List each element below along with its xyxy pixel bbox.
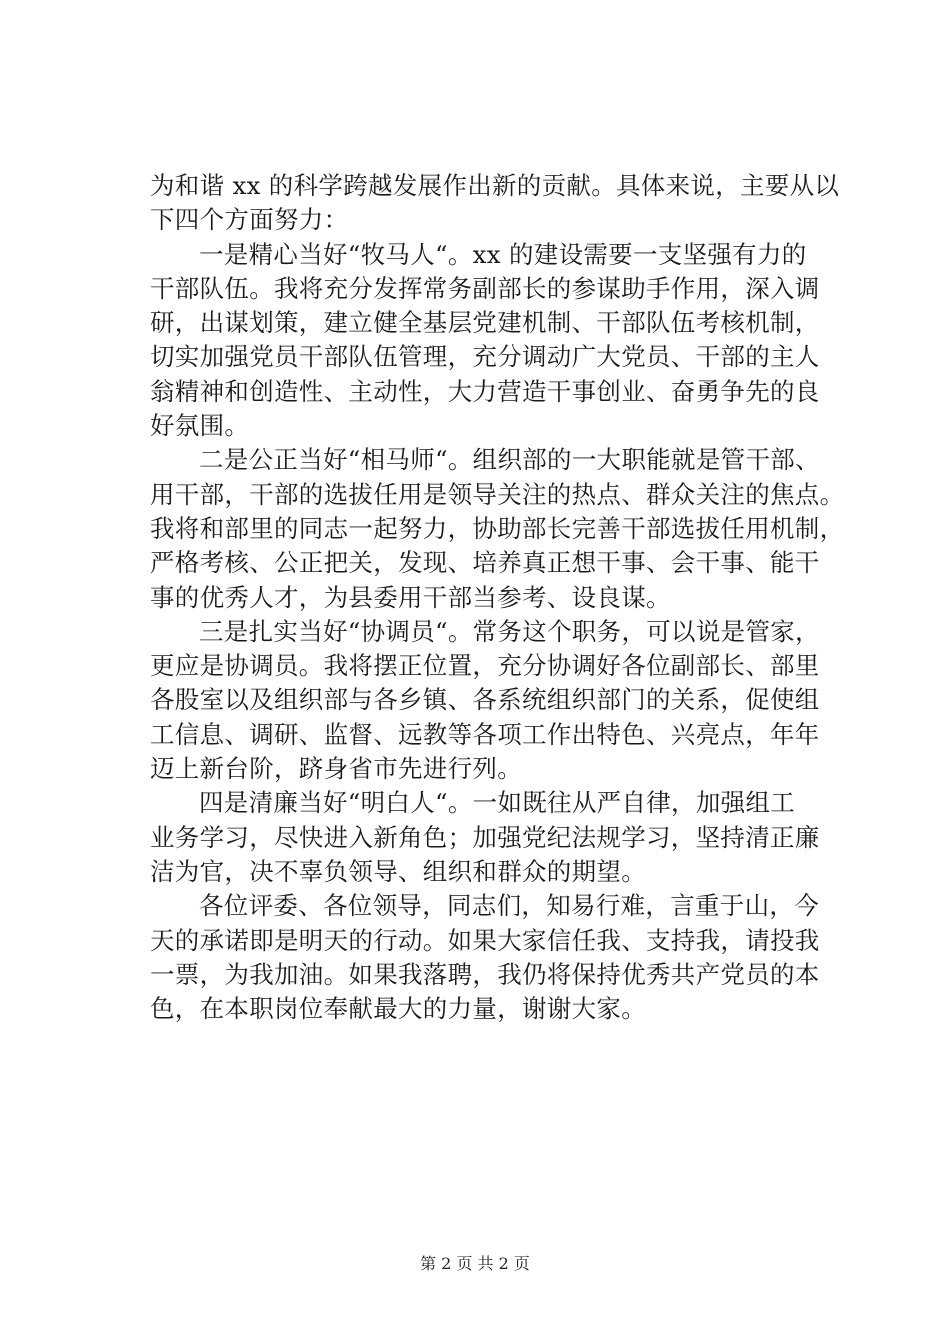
text-line: 研，出谋划策，建立健全基层党建机制、干部队伍考核机制， [150,308,820,338]
paragraph-first-line: 一是精心当好“牧马人“。xx 的建设需要一支坚强有力的 [199,239,807,269]
paragraph-first-line: 二是公正当好“相马师“。组织部的一大职能就是管干部、 [199,445,820,475]
text-line: 下四个方面努力： [150,205,349,235]
text-line: 各股室以及组织部与各乡镇、各系统组织部门的关系，促使组 [150,685,820,715]
text-line: 色，在本职岗位奉献最大的力量，谢谢大家。 [150,994,646,1024]
text-line: 工信息、调研、监督、远教等各项工作出特色、兴亮点，年年 [150,719,820,749]
paragraph-first-line: 三是扎实当好“协调员“。常务这个职务，可以说是管家， [199,616,820,646]
text-line: 更应是协调员。我将摆正位置，充分协调好各位副部长、部里 [150,651,820,681]
page-footer [0,1251,950,1274]
text-line: 业务学习，尽快进入新角色；加强党纪法规学习，坚持清正廉 [150,822,820,852]
document-body [150,169,850,1026]
text-line: 迈上新台阶，跻身省市先进行列。 [150,754,522,784]
text-line: 事的优秀人才，为县委用干部当参考、设良谋。 [150,582,671,612]
text-line: 干部队伍。我将充分发挥常务副部长的参谋助手作用，深入调 [150,273,820,303]
text-line: 切实加强党员干部队伍管理，充分调动广大党员、干部的主人 [150,342,820,372]
text-line: 为和谐 xx 的科学跨越发展作出新的贡献。具体来说，主要从以 [150,171,840,200]
paragraph-first-line: 各位评委、各位领导，同志们，知易行难，言重于山，今 [199,891,819,921]
text-line: 一票，为我加油。如果我落聘，我仍将保持优秀共产党员的本 [150,959,820,989]
text-line: 天的承诺即是明天的行动。如果大家信任我、支持我，请投我 [150,925,820,955]
text-line: 用干部，干部的选拔任用是领导关注的热点、群众关注的焦点。 [150,479,845,509]
text-line: 我将和部里的同志一起努力，协助部长完善干部选拔任用机制， [150,513,845,543]
text-line: 洁为官，决不辜负领导、组织和群众的期望。 [150,856,646,886]
text-line: 翁精神和创造性、主动性，大力营造干事创业、奋勇争先的良 [150,376,820,406]
text-line: 好氛围。 [150,411,250,441]
text-line: 严格考核、公正把关，发现、培养真正想干事、会干事、能干 [150,548,820,578]
paragraph-first-line: 四是清廉当好“明白人“。一如既往从严自律，加强组工 [199,788,796,818]
page-number-label: 第 2 页 共 2 页 [420,1254,530,1273]
